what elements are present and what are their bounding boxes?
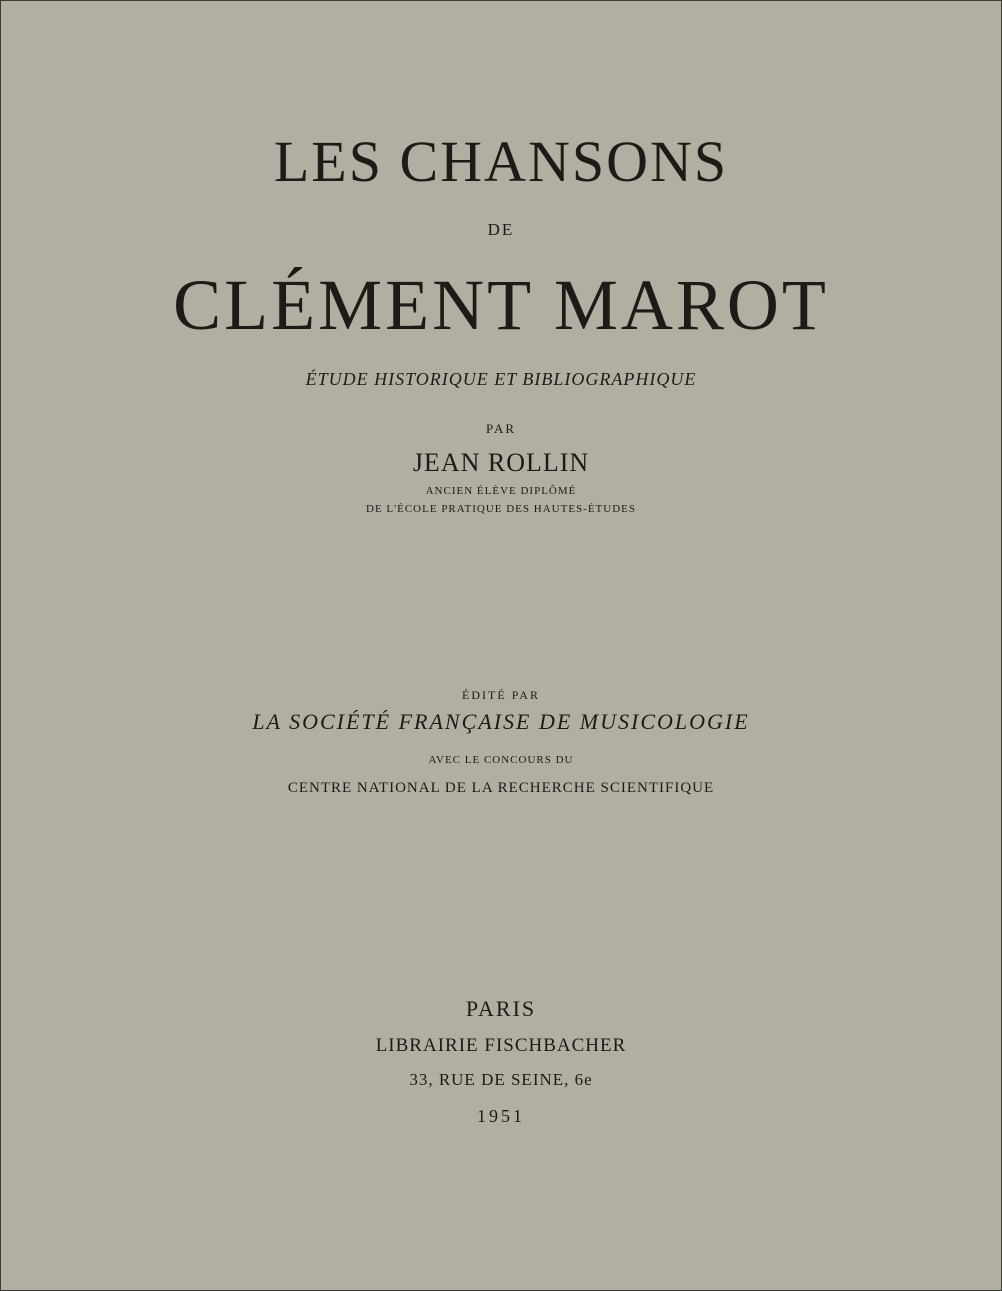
support-institution: CENTRE NATIONAL DE LA RECHERCHE SCIENTIFIQUE bbox=[287, 780, 715, 796]
author-name: JEAN ROLLIN bbox=[412, 448, 590, 477]
edited-by-label: ÉDITÉ PAR bbox=[462, 688, 540, 702]
editor-name: LA SOCIÉTÉ FRANÇAISE DE MUSICOLOGIE bbox=[252, 709, 750, 734]
publication-year: 1951 bbox=[477, 1106, 525, 1126]
book-subtitle: ÉTUDE HISTORIQUE ET BIBLIOGRAPHIQUE bbox=[305, 369, 697, 389]
support-label: AVEC LE CONCOURS DU bbox=[428, 754, 574, 766]
title-connector: DE bbox=[487, 220, 515, 239]
publisher-address: 33, RUE DE SEINE, 6e bbox=[409, 1070, 593, 1089]
publisher-name: LIBRAIRIE FISCHBACHER bbox=[375, 1035, 627, 1056]
book-title: LES CHANSONS bbox=[273, 129, 729, 194]
author-credential-line2: DE L'ÉCOLE PRATIQUE DES HAUTES-ÉTUDES bbox=[366, 503, 636, 515]
by-label: PAR bbox=[485, 421, 517, 436]
author-credential-line1: ANCIEN ÉLÈVE DIPLÔMÉ bbox=[425, 485, 577, 497]
book-title-subject: CLÉMENT MAROT bbox=[173, 265, 829, 345]
publication-city: PARIS bbox=[465, 996, 537, 1021]
